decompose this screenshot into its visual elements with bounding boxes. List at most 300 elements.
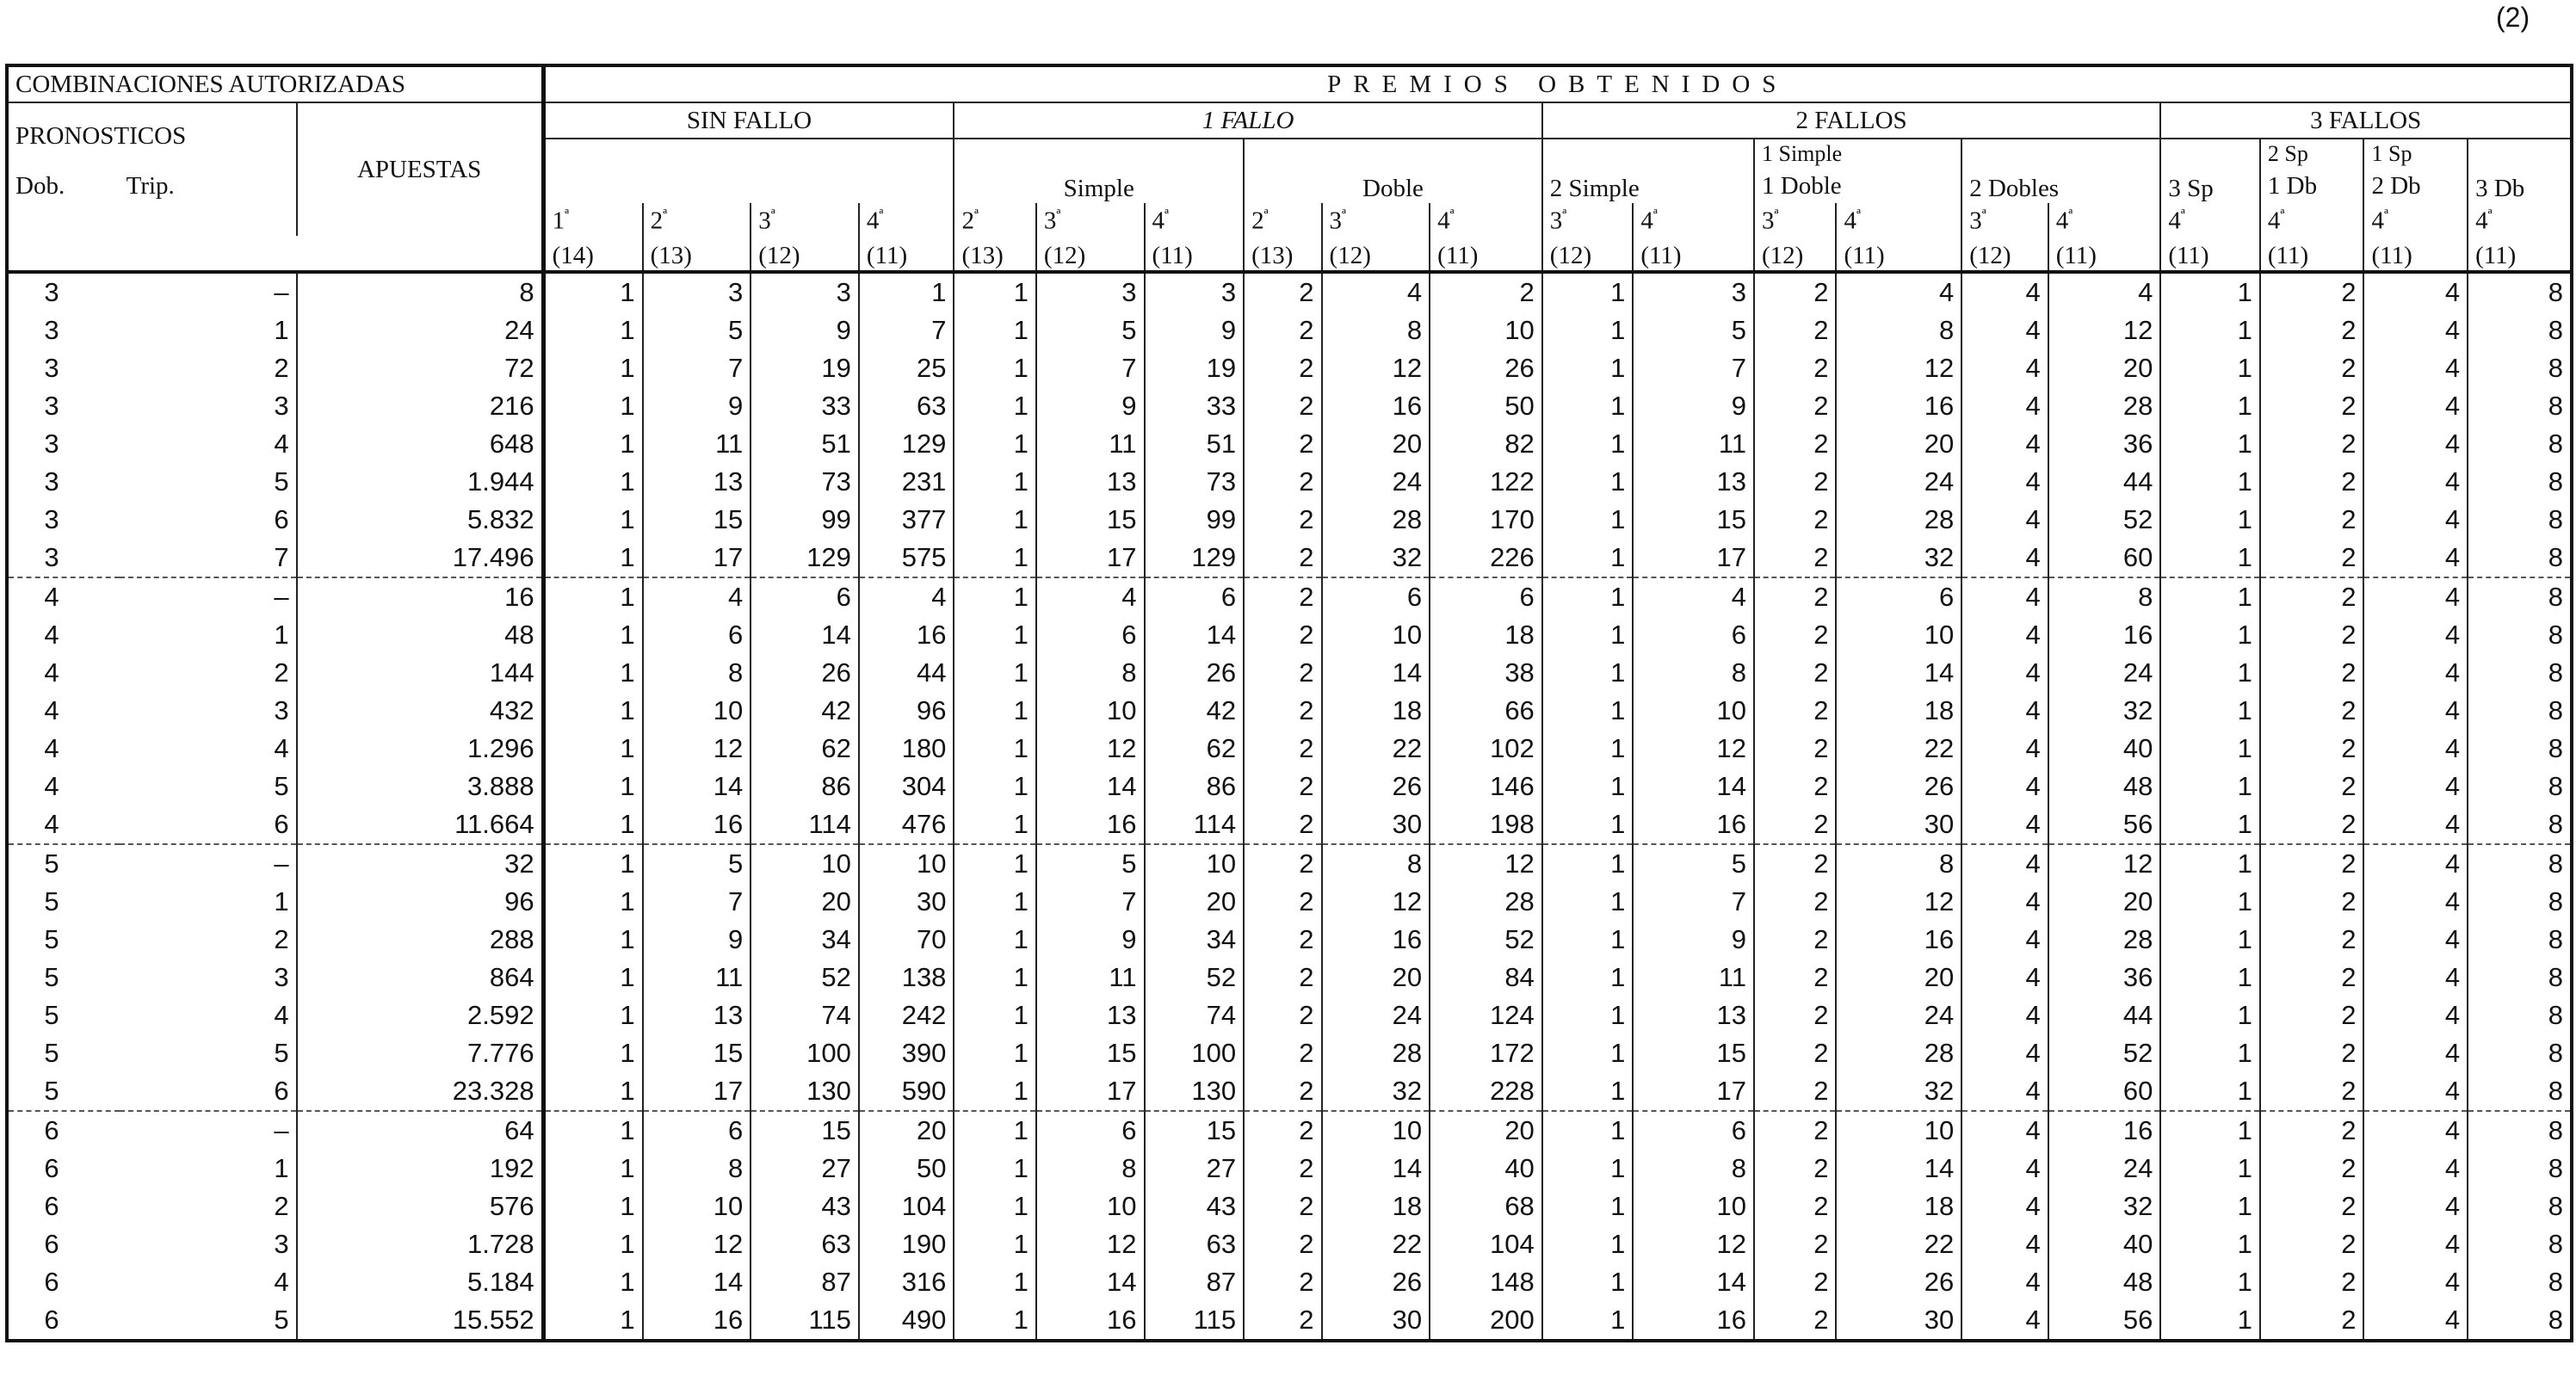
prize-cell: 2	[1754, 577, 1836, 616]
prize-cell: 26	[1322, 1263, 1430, 1301]
trip-cell: –	[274, 277, 289, 307]
prize-cell: 14	[1036, 1263, 1145, 1301]
prize-cell: 5	[1036, 844, 1145, 883]
prize-cell: 12	[1633, 730, 1754, 768]
prize-cell: 18	[1322, 692, 1430, 730]
prize-cell: 1	[1542, 883, 1634, 921]
prize-cell: 2	[2260, 654, 2364, 692]
prize-cell: 28	[1430, 883, 1542, 921]
prize-cell: 11	[1633, 959, 1754, 997]
prize-cell: 43	[751, 1188, 859, 1225]
trip-cell: 5	[274, 771, 289, 801]
prize-cell: 51	[1145, 425, 1245, 463]
trip-cell: 6	[274, 809, 289, 839]
prize-cell: 2	[1244, 730, 1321, 768]
prize-cell: 15	[643, 501, 751, 539]
prize-cell: 3	[1036, 272, 1145, 312]
category-label: $2^ª$	[643, 203, 751, 236]
prize-cell: 36	[2048, 959, 2161, 997]
prize-cell: 1	[1542, 1034, 1634, 1072]
table-row	[7, 1263, 2572, 1301]
prize-cell: 68	[1430, 1188, 1542, 1225]
prize-cell: 304	[859, 768, 954, 805]
prize-cell: 2	[1754, 272, 1836, 312]
prize-cell: 2	[1244, 387, 1321, 425]
prize-cell: 8	[2468, 1188, 2572, 1225]
table-row	[7, 577, 2572, 616]
prize-cell: 10	[1430, 312, 1542, 349]
prize-cell: 2	[1244, 272, 1321, 312]
prize-cell: 86	[1145, 768, 1245, 805]
prize-cell: 1	[954, 997, 1035, 1034]
prize-cell: 2	[2260, 730, 2364, 768]
prize-cell: 2	[1754, 312, 1836, 349]
table-row	[7, 1188, 2572, 1225]
prize-cell: 1	[543, 997, 643, 1034]
prize-cell: 1	[1542, 959, 1634, 997]
trip-cell: 3	[274, 391, 289, 421]
prize-cell: 1	[954, 1301, 1035, 1341]
prize-cell: 9	[643, 387, 751, 425]
category-label: $4^ª$	[2468, 203, 2572, 236]
prize-cell: 12	[1322, 349, 1430, 387]
prize-cell: 30	[1322, 1301, 1430, 1341]
dos-dobles-heading: 2 Dobles	[1961, 139, 2160, 203]
prize-cell: 27	[751, 1150, 859, 1188]
prize-cell: 2	[2260, 425, 2364, 463]
aciertos-label: (11)	[1836, 236, 1961, 272]
prize-cell: 4	[2363, 387, 2468, 425]
prize-cell: 8	[2468, 921, 2572, 959]
dob-cell: 5	[7, 844, 120, 883]
prize-cell: 10	[1036, 692, 1145, 730]
prize-cell: 5	[1036, 312, 1145, 349]
prize-cell: 1	[543, 272, 643, 312]
prize-cell: 1	[1542, 387, 1634, 425]
category-label: $4^ª$	[2048, 203, 2161, 236]
table-row	[7, 997, 2572, 1034]
prize-cell: 12	[1322, 883, 1430, 921]
prize-cell: 40	[1430, 1150, 1542, 1188]
table-row	[7, 1301, 2572, 1341]
prize-cell: 1	[1542, 1111, 1634, 1150]
prize-cell: 60	[2048, 539, 2161, 577]
prize-cell: 9	[751, 312, 859, 349]
dob-cell: 4	[44, 809, 59, 839]
dob-cell: 4	[44, 771, 59, 801]
prize-cell: 1	[1542, 272, 1634, 312]
prize-cell: 20	[1145, 883, 1245, 921]
dos-sp-heading: 2 Sp	[2260, 139, 2364, 169]
dob-cell: 4	[44, 695, 59, 725]
prize-cell: 8	[2468, 730, 2572, 768]
prize-cell: 2	[1754, 1111, 1836, 1150]
prize-cell: 1	[543, 1188, 643, 1225]
prize-cell: 2	[1754, 539, 1836, 577]
prize-cell: 12	[643, 730, 751, 768]
prize-cell: 14	[1145, 616, 1245, 654]
prize-cell: 96	[859, 692, 954, 730]
dob-cell: 3	[44, 315, 59, 345]
tres-db-heading: 3 Db	[2468, 139, 2572, 203]
prize-cell: 4	[2363, 425, 2468, 463]
prize-cell: 4	[2363, 1111, 2468, 1150]
prize-cell: 12	[643, 1225, 751, 1263]
prize-cell: 56	[2048, 1301, 2161, 1341]
prize-cell: 2	[1244, 1111, 1321, 1150]
prize-cell: 1	[954, 1225, 1035, 1263]
prize-cell: 2	[1754, 1188, 1836, 1225]
apuestas-cell: 11.664	[297, 805, 543, 844]
prize-cell: 4	[1961, 425, 2048, 463]
prize-cell: 1	[1542, 501, 1634, 539]
prize-cell: 6	[1036, 1111, 1145, 1150]
simple-heading: Simple	[954, 139, 1244, 203]
prize-cell: 1	[1542, 692, 1634, 730]
prize-cell: 1	[1542, 730, 1634, 768]
prize-cell: 2	[1244, 616, 1321, 654]
prize-cell: 1	[1542, 616, 1634, 654]
prize-cell: 10	[1633, 1188, 1754, 1225]
prize-cell: 4	[1961, 1188, 2048, 1225]
prize-cell: 129	[859, 425, 954, 463]
prize-cell: 30	[1836, 1301, 1961, 1341]
prize-cell: 1	[2160, 1263, 2260, 1301]
prize-cell: 17	[643, 539, 751, 577]
prize-cell: 1	[2160, 1225, 2260, 1263]
prize-cell: 10	[1322, 1111, 1430, 1150]
prize-cell: 10	[1036, 1188, 1145, 1225]
trip-cell: 3	[274, 1229, 289, 1259]
prize-cell: 7	[1036, 349, 1145, 387]
prize-cell: 1	[954, 805, 1035, 844]
prize-cell: 32	[1322, 539, 1430, 577]
un-simple-heading: 1 Simple	[1754, 139, 1961, 169]
prize-cell: 2	[1754, 463, 1836, 501]
prize-cell: 2	[1754, 768, 1836, 805]
prize-cell: 52	[2048, 1034, 2161, 1072]
prize-cell: 2	[1244, 1263, 1321, 1301]
prize-cell: 24	[1322, 997, 1430, 1034]
prize-cell: 1	[543, 654, 643, 692]
prize-cell: 99	[1145, 501, 1245, 539]
prize-cell: 4	[1961, 349, 2048, 387]
prize-cell: 1	[2160, 654, 2260, 692]
prize-cell: 1	[2160, 997, 2260, 1034]
prize-cell: 87	[1145, 1263, 1245, 1301]
prize-cell: 43	[1145, 1188, 1245, 1225]
prize-cell: 10	[1633, 692, 1754, 730]
prize-cell: 2	[1244, 654, 1321, 692]
prize-cell: 1	[543, 1150, 643, 1188]
prize-cell: 1	[1542, 463, 1634, 501]
prize-cell: 15	[643, 1034, 751, 1072]
prize-cell: 8	[2468, 692, 2572, 730]
prize-cell: 20	[1322, 959, 1430, 997]
prize-cell: 4	[2363, 616, 2468, 654]
prize-cell: 1	[1542, 921, 1634, 959]
trip-cell: 6	[274, 1076, 289, 1106]
prize-cell: 10	[1836, 1111, 1961, 1150]
dob-cell: 4	[7, 577, 120, 616]
prize-cell: 70	[859, 921, 954, 959]
prize-cell: 1	[954, 883, 1035, 921]
prize-cell: 1	[543, 844, 643, 883]
prize-cell: 20	[2048, 883, 2161, 921]
prize-cell: 1	[2160, 425, 2260, 463]
prize-cell: 1	[2160, 463, 2260, 501]
prize-cell: 2	[2260, 959, 2364, 997]
prize-cell: 9	[643, 921, 751, 959]
prize-cell: 28	[2048, 921, 2161, 959]
category-label: $4^ª$	[1145, 203, 1245, 236]
sin-fallo-subheading	[543, 139, 954, 203]
prize-cell: 476	[859, 805, 954, 844]
prize-cell: 1	[543, 921, 643, 959]
prize-cell: 1	[1542, 349, 1634, 387]
prize-cell: 1	[954, 501, 1035, 539]
prize-cell: 2	[1754, 959, 1836, 997]
prize-cell: 26	[1430, 349, 1542, 387]
prize-cell: 4	[2363, 349, 2468, 387]
prize-cell: 11	[643, 425, 751, 463]
category-label: $3^ª$	[1036, 203, 1145, 236]
dob-heading: Dob.	[15, 171, 65, 200]
prize-cell: 1	[2160, 805, 2260, 844]
prize-cell: 86	[751, 768, 859, 805]
apuestas-cell: 96	[297, 883, 543, 921]
dob-cell: 5	[44, 962, 59, 992]
prize-cell: 26	[1836, 1263, 1961, 1301]
prize-cell: 114	[751, 805, 859, 844]
prize-cell: 1	[1542, 1188, 1634, 1225]
apuestas-cell: 24	[297, 312, 543, 349]
prize-cell: 9	[1145, 312, 1245, 349]
prize-cell: 1	[954, 1263, 1035, 1301]
category-label: $4^ª$	[2160, 203, 2260, 236]
prize-cell: 14	[1322, 1150, 1430, 1188]
prize-cell: 8	[2468, 883, 2572, 921]
prize-cell: 1	[543, 1034, 643, 1072]
prize-cell: 20	[1322, 425, 1430, 463]
prize-cell: 8	[1036, 1150, 1145, 1188]
prize-cell: 13	[1036, 997, 1145, 1034]
category-label: $4^ª$	[1430, 203, 1542, 236]
combinaciones-heading: COMBINACIONES AUTORIZADAS	[7, 65, 543, 102]
prize-cell: 8	[2468, 1111, 2572, 1150]
dob-cell: 3	[44, 542, 59, 572]
prize-cell: 1	[2160, 501, 2260, 539]
prize-cell: 1	[2160, 539, 2260, 577]
prize-cell: 2	[2260, 312, 2364, 349]
premios-heading: PREMIOS OBTENIDOS	[543, 65, 2572, 102]
apuestas-cell: 1.944	[297, 463, 543, 501]
prize-cell: 1	[954, 463, 1035, 501]
table-row	[7, 1225, 2572, 1263]
prize-cell: 6	[1322, 577, 1430, 616]
prize-cell: 7	[643, 349, 751, 387]
prize-cell: 2	[1754, 1301, 1836, 1341]
prize-cell: 14	[1633, 1263, 1754, 1301]
prize-cell: 8	[643, 1150, 751, 1188]
prize-cell: 12	[1633, 1225, 1754, 1263]
prize-cell: 1	[543, 577, 643, 616]
prize-cell: 104	[1430, 1225, 1542, 1263]
prize-cell: 16	[1322, 921, 1430, 959]
prize-cell: 8	[2468, 844, 2572, 883]
prize-cell: 14	[643, 768, 751, 805]
prize-cell: 30	[1836, 805, 1961, 844]
prize-cell: 4	[1961, 1111, 2048, 1150]
tres-fallos-heading: 3 FALLOS	[2160, 102, 2572, 139]
trip-cell: –	[120, 844, 297, 883]
apuestas-cell: 64	[297, 1111, 543, 1150]
prize-cell: 4	[2363, 921, 2468, 959]
trip-cell: 4	[274, 1000, 289, 1030]
prize-cell: 12	[1836, 349, 1961, 387]
prize-cell: 9	[1633, 387, 1754, 425]
prize-cell: 4	[1322, 272, 1430, 312]
table-row	[7, 1072, 2572, 1111]
prize-cell: 20	[2048, 349, 2161, 387]
prize-cell: 130	[1145, 1072, 1245, 1111]
prize-cell: 40	[2048, 1225, 2161, 1263]
prize-cell: 4	[1961, 616, 2048, 654]
dob-cell: 4	[44, 657, 59, 688]
aciertos-label: (11)	[2260, 236, 2364, 272]
prize-cell: 9	[1036, 921, 1145, 959]
prize-cell: 22	[1836, 730, 1961, 768]
trip-cell: 4	[274, 1267, 289, 1297]
prize-cell: 2	[2260, 692, 2364, 730]
prize-cell: 32	[1322, 1072, 1430, 1111]
prize-cell: 27	[1145, 1150, 1245, 1188]
prize-cell: 6	[1836, 577, 1961, 616]
prize-cell: 7	[1036, 883, 1145, 921]
prize-cell: 24	[1836, 997, 1961, 1034]
prize-cell: 12	[1836, 883, 1961, 921]
prize-cell: 2	[2260, 272, 2364, 312]
prize-cell: 2	[2260, 921, 2364, 959]
prize-cell: 2	[1754, 997, 1836, 1034]
prize-cell: 1	[954, 730, 1035, 768]
dob-cell: 6	[7, 1111, 120, 1150]
prize-cell: 22	[1836, 1225, 1961, 1263]
trip-cell: 6	[274, 504, 289, 534]
prize-cell: 32	[2048, 1188, 2161, 1225]
prize-cell: 8	[2468, 1034, 2572, 1072]
prize-cell: 3	[643, 272, 751, 312]
apuestas-heading: APUESTAS	[297, 102, 543, 236]
prize-cell: 2	[2260, 1301, 2364, 1341]
trip-heading: Trip.	[126, 171, 175, 200]
prize-cell: 48	[2048, 768, 2161, 805]
dob-cell: 5	[44, 1038, 59, 1068]
prize-cell: 17	[1633, 1072, 1754, 1111]
prize-cell: 1	[954, 1150, 1035, 1188]
trip-cell: 1	[274, 620, 289, 650]
trip-cell: 2	[274, 657, 289, 688]
dob-cell: 3	[44, 391, 59, 421]
prize-cell: 26	[1145, 654, 1245, 692]
table-row	[7, 1150, 2572, 1188]
prize-cell: 3	[751, 272, 859, 312]
prize-cell: 104	[859, 1188, 954, 1225]
aciertos-label: (11)	[1430, 236, 1542, 272]
prize-cell: 16	[859, 616, 954, 654]
prize-cell: 242	[859, 997, 954, 1034]
prize-cell: 138	[859, 959, 954, 997]
dob-cell: 4	[44, 620, 59, 650]
apuestas-cell: 17.496	[297, 539, 543, 577]
prize-cell: 26	[751, 654, 859, 692]
prize-cell: 8	[2468, 387, 2572, 425]
dob-cell: 5	[44, 886, 59, 916]
prize-cell: 5	[643, 844, 751, 883]
prize-cell: 1	[543, 768, 643, 805]
prize-cell: 1	[1542, 425, 1634, 463]
prize-cell: 4	[1961, 577, 2048, 616]
apuestas-cell: 8	[297, 272, 543, 312]
prize-cell: 10	[751, 844, 859, 883]
prize-cell: 2	[1430, 272, 1542, 312]
prize-cell: 115	[1145, 1301, 1245, 1341]
prize-cell: 9	[1633, 921, 1754, 959]
prize-cell: 590	[859, 1072, 954, 1111]
prize-cell: 1	[2160, 272, 2260, 312]
apuestas-cell: 144	[297, 654, 543, 692]
prize-cell: 1	[543, 1072, 643, 1111]
prize-cell: 12	[1430, 844, 1542, 883]
prize-cell: 2	[2260, 1034, 2364, 1072]
prize-cell: 4	[1961, 1150, 2048, 1188]
prize-cell: 18	[1430, 616, 1542, 654]
prize-cell: 2	[1244, 1072, 1321, 1111]
prize-cell: 1	[543, 1225, 643, 1263]
prize-cell: 63	[859, 387, 954, 425]
prize-cell: 17	[1633, 539, 1754, 577]
table-row	[7, 959, 2572, 997]
aciertos-label: (11)	[2048, 236, 2161, 272]
table-row	[7, 539, 2572, 577]
prize-cell: 4	[1961, 844, 2048, 883]
table-row	[7, 1111, 2572, 1150]
prize-cell: 4	[1961, 883, 2048, 921]
prize-cell: 18	[1836, 1188, 1961, 1225]
prize-cell: 8	[1836, 312, 1961, 349]
prize-cell: 13	[1633, 463, 1754, 501]
prize-cell: 2	[1754, 654, 1836, 692]
prize-cell: 2	[1244, 1034, 1321, 1072]
prize-cell: 60	[2048, 1072, 2161, 1111]
dob-cell: 3	[44, 466, 59, 497]
prize-cell: 4	[2363, 1072, 2468, 1111]
prize-cell: 6	[1633, 1111, 1754, 1150]
prize-cell: 4	[2363, 1034, 2468, 1072]
prize-cell: 10	[643, 1188, 751, 1225]
prize-cell: 2	[2260, 387, 2364, 425]
table-row	[7, 463, 2572, 501]
prize-cell: 1	[2160, 1301, 2260, 1341]
prize-cell: 4	[1961, 312, 2048, 349]
dob-cell: 3	[44, 277, 59, 307]
prize-cell: 3	[1145, 272, 1245, 312]
prize-cell: 4	[2363, 997, 2468, 1034]
prize-cell: 4	[2363, 501, 2468, 539]
prize-cell: 1	[1542, 805, 1634, 844]
dob-cell: 5	[44, 924, 59, 954]
prize-cell: 2	[1754, 1150, 1836, 1188]
